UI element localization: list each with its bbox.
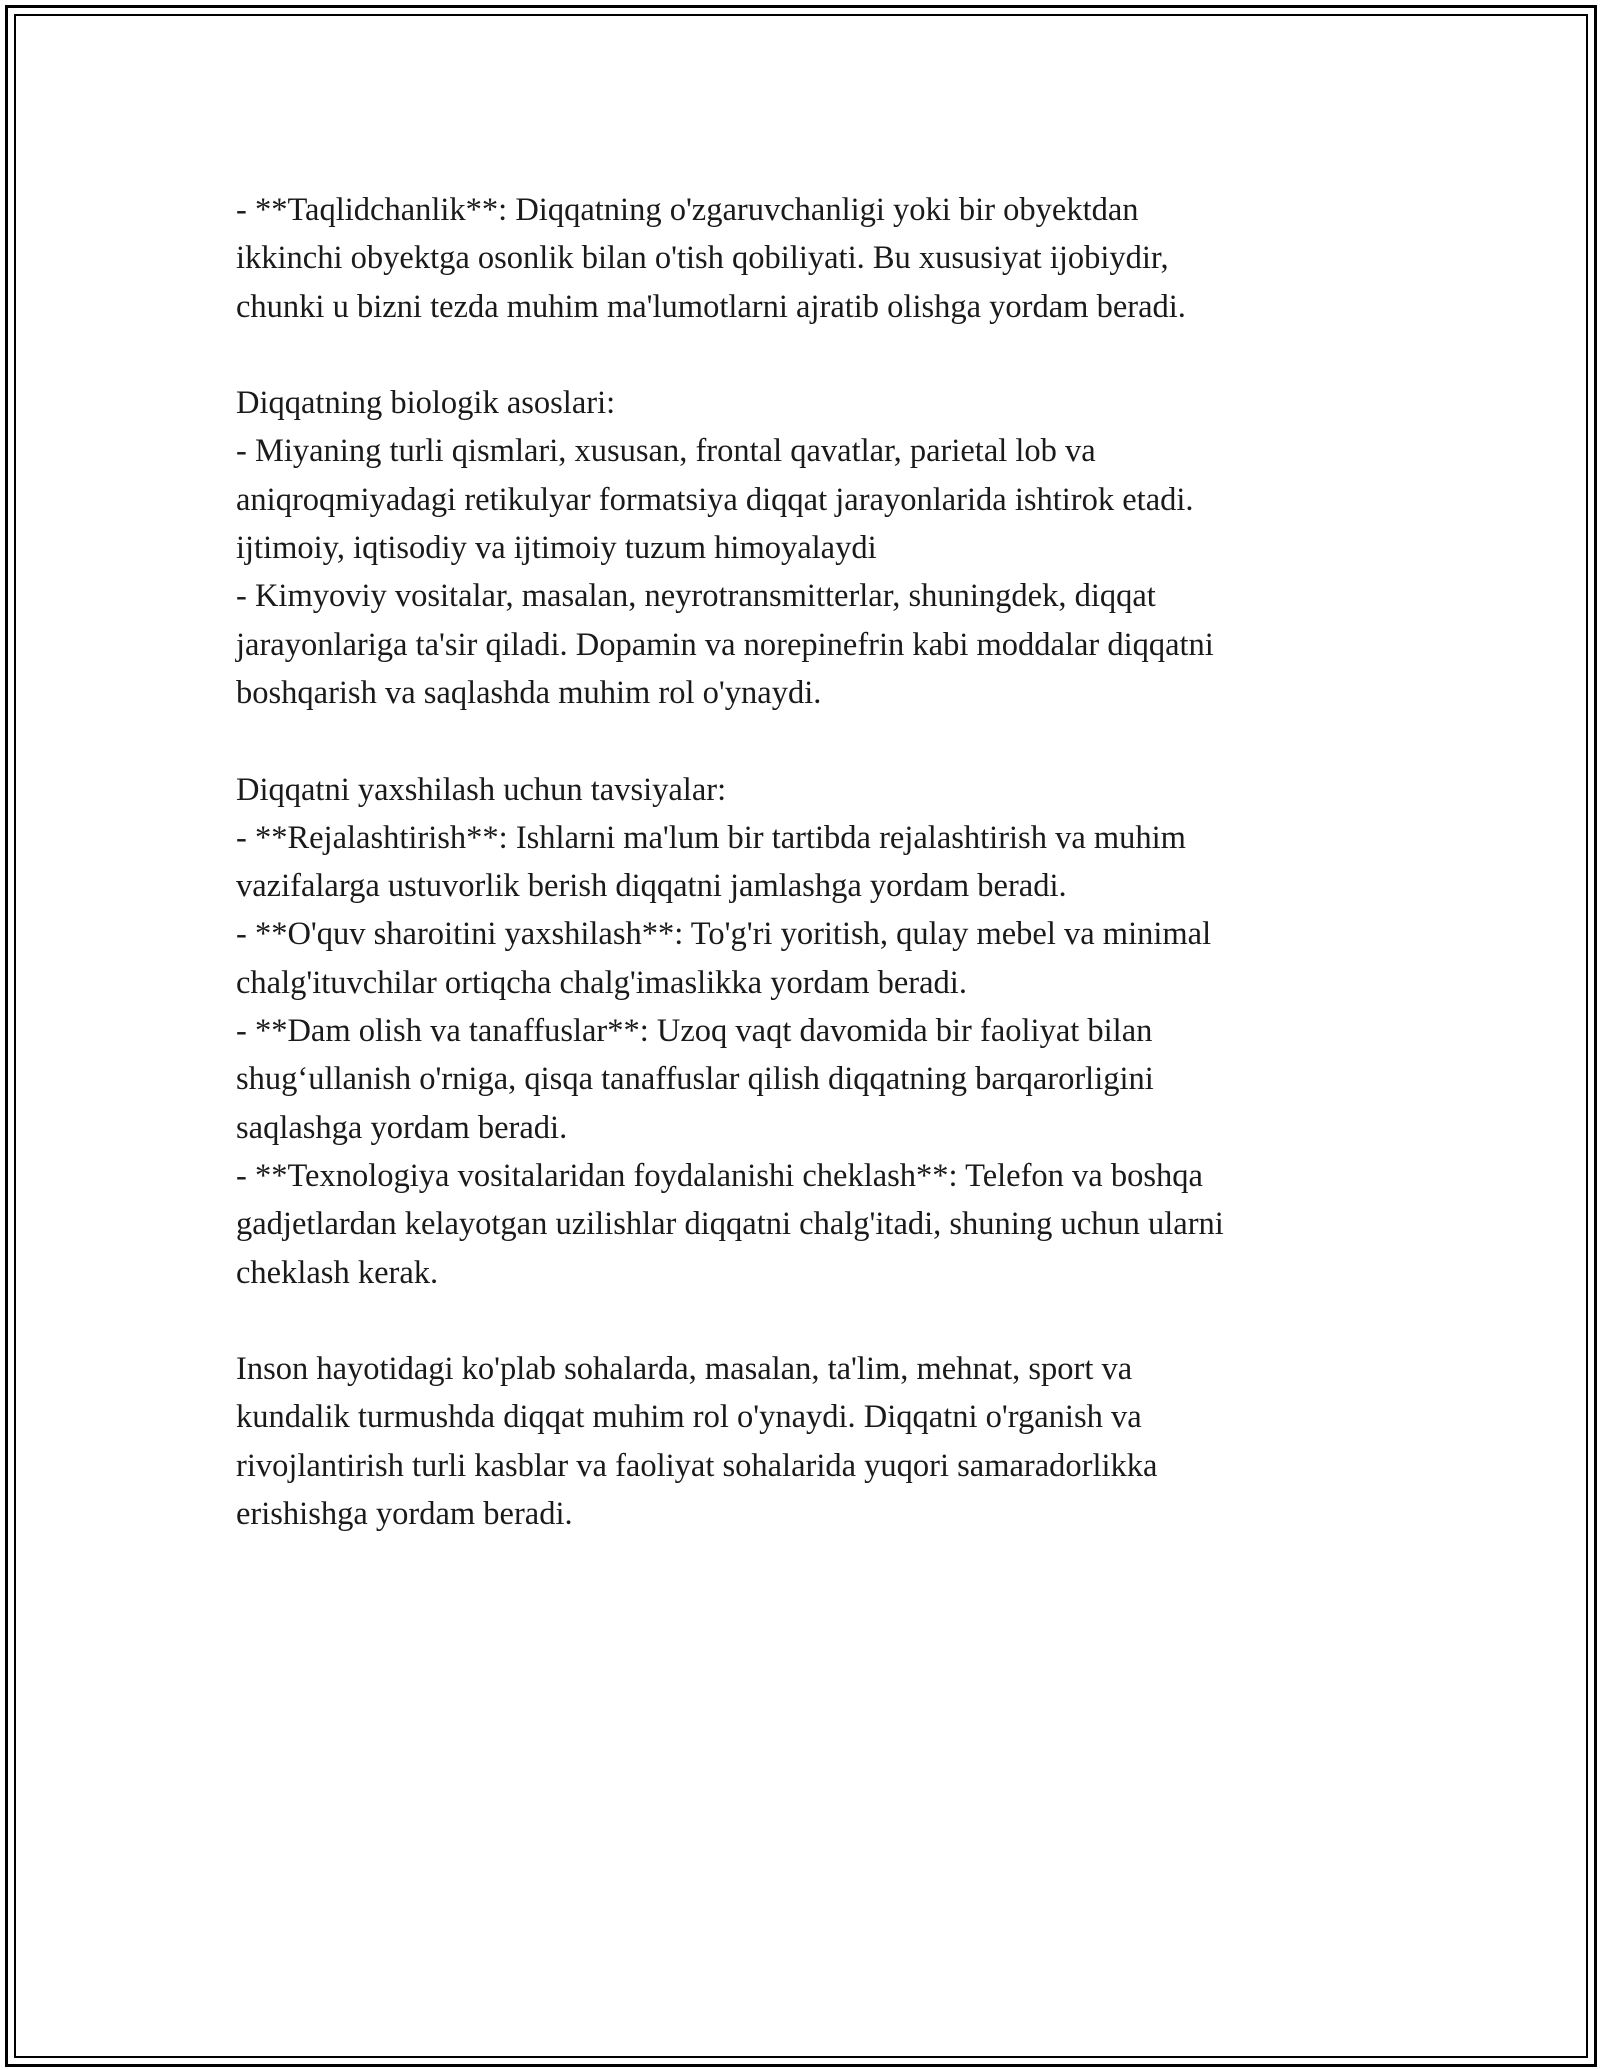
text-line: - Miyaning turli qismlari, xususan, frontal qavatlar, parietal lob va [236, 433, 1096, 470]
text-line: shug‘ullanish o'rniga, qisqa tanaffuslar qilish diqqatning barqarorligini [236, 1061, 1154, 1098]
text-line: jarayonlariga ta'sir qiladi. Dopamin va norepinefrin kabi moddalar diqqatni [236, 626, 1214, 663]
paragraph-spacer [236, 1297, 1366, 1345]
text-line: ikkinchi obyektga osonlik bilan o'tish qobiliyati. Bu xususiyat ijobiydir, [236, 240, 1169, 277]
text-line: chunki u bizni tezda muhim ma'lumotlarni ajratib olishga yordam beradi. [236, 288, 1186, 325]
paragraph-tavsiyalar [236, 766, 1366, 1297]
paragraph-spacer [236, 717, 1366, 765]
paragraph-spacer [236, 331, 1366, 379]
text-line: - **Rejalashtirish**: Ishlarni ma'lum bir tartibda rejalashtirish va muhim [236, 819, 1186, 856]
paragraph-biologik-asoslari [236, 379, 1366, 717]
section-heading: Diqqatni yaxshilash uchun tavsiyalar: [236, 771, 727, 808]
text-line: boshqarish va saqlashda muhim rol o'ynaydi. [236, 674, 822, 711]
text-line: vazifalarga ustuvorlik berish diqqatni jamlashga yordam beradi. [236, 868, 1067, 905]
text-line: - **Dam olish va tanaffuslar**: Uzoq vaqt davomida bir faoliyat bilan [236, 1013, 1153, 1050]
text-line: erishishga yordam beradi. [236, 1496, 573, 1533]
paragraph-taqlidchanlik [236, 186, 1366, 331]
text-line: - **Texnologiya vositalaridan foydalanishi cheklash**: Telefon va boshqa [236, 1157, 1203, 1194]
text-line: - **O'quv sharoitini yaxshilash**: To'g'ri yoritish, qulay mebel va minimal [236, 916, 1212, 953]
text-line: gadjetlardan kelayotgan uzilishlar diqqatni chalg'itadi, shuning uchun ularni [236, 1206, 1224, 1243]
paragraph-conclusion [236, 1345, 1366, 1538]
document-body [236, 186, 1366, 1538]
text-line: cheklash kerak. [236, 1254, 439, 1291]
text-line: ijtimoiy, iqtisodiy va ijtimoiy tuzum himoyalaydi [236, 530, 877, 567]
text-line: rivojlantirish turli kasblar va faoliyat sohalarida yuqori samaradorlikka [236, 1447, 1158, 1484]
text-line: kundalik turmushda diqqat muhim rol o'ynaydi. Diqqatni o'rganish va [236, 1399, 1142, 1436]
text-line: - **Taqlidchanlik**: Diqqatning o'zgaruvchanligi yoki bir obyektdan [236, 192, 1139, 228]
text-line: Inson hayotidagi ko'plab sohalarda, masalan, ta'lim, mehnat, sport va [236, 1351, 1133, 1388]
text-line: aniqroqmiyadagi retikulyar formatsiya diqqat jarayonlarida ishtirok etadi. [236, 481, 1194, 518]
text-line: chalg'ituvchilar ortiqcha chalg'imaslikka yordam beradi. [236, 964, 967, 1001]
text-line: - Kimyoviy vositalar, masalan, neyrotransmitterlar, shuningdek, diqqat [236, 578, 1156, 615]
text-line: saqlashga yordam beradi. [236, 1109, 568, 1146]
section-heading: Diqqatning biologik asoslari: [236, 385, 616, 422]
